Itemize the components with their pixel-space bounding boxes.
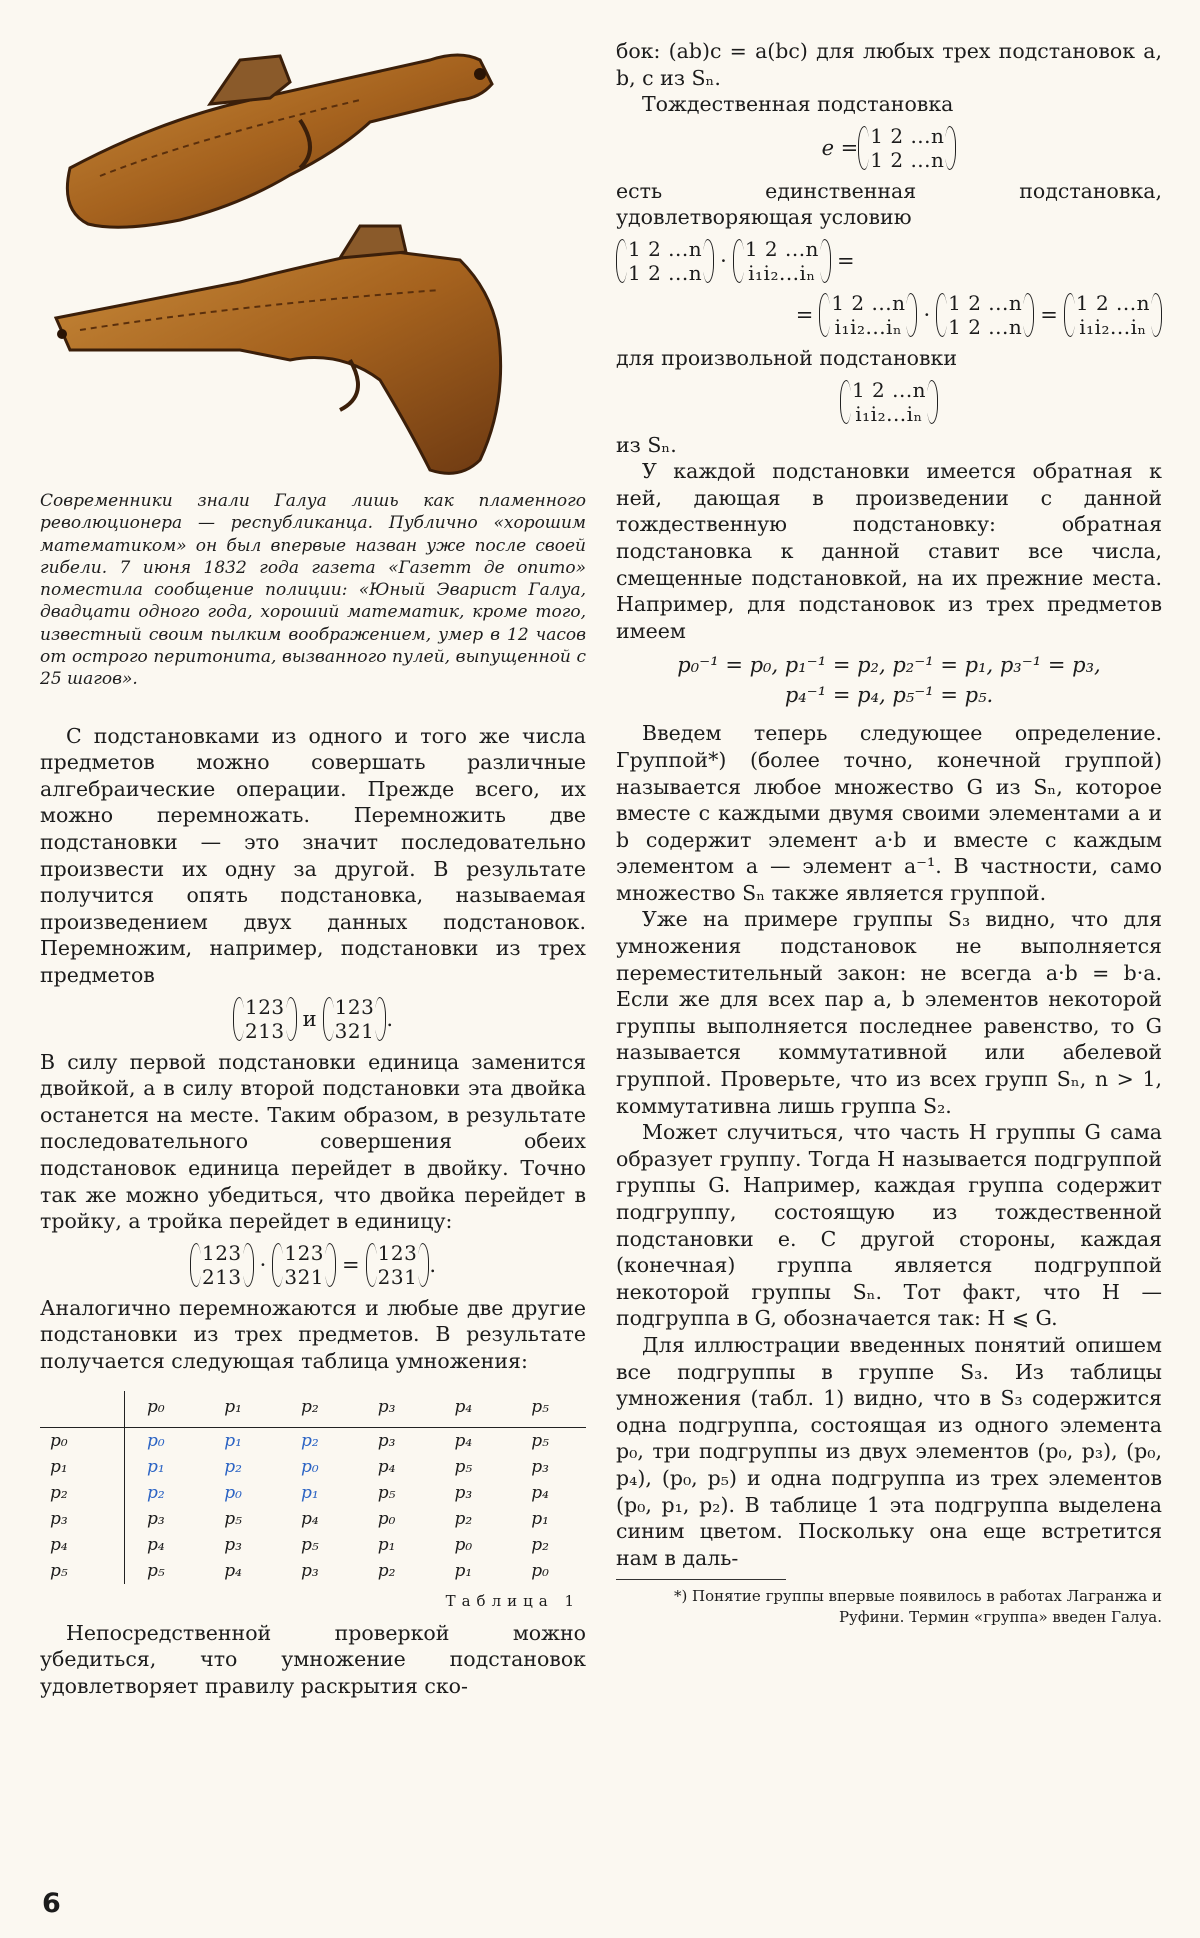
table-cell: p₁ [454, 1560, 473, 1581]
table-cell: p₅ [531, 1430, 549, 1451]
right-column [616, 38, 1162, 1628]
table-cell: p₅ [224, 1508, 242, 1529]
right-paragraph-10: Для иллюстрации введенных понятий опишем все подгруппы в группе S₃. Из таблицы умножения (табл. 1) видно, что в S₃ содержится одна подгруппа, состоящая из одного элемента p₀, три подгруппы из двух элементов (p₀, p₃), (p₀, p₄), (p₀, p₅) и одна подгруппа из трех элементов (p₀, p₁, p₂). В таблице 1 эта подгруппа выделена синим цветом. Поскольку она еще встретится нам в даль- [616, 1332, 1162, 1570]
table-header-cell: p₅ [509, 1391, 586, 1428]
multiplication-table [40, 1391, 586, 1584]
formula-identity: e = 1 2 ...n 1 2 ...n [616, 124, 1162, 172]
table-cell: p₀ [454, 1534, 473, 1555]
table-row-header: p₃ [40, 1506, 125, 1532]
table-cell: p₁ [531, 1508, 549, 1529]
table-cell: p₂ [224, 1456, 242, 1477]
right-paragraph-3: есть единственная подстановка, удовлетворяющая условию [616, 178, 1162, 230]
table-row-header: p₄ [40, 1532, 125, 1558]
table-header-cell: p₄ [432, 1391, 509, 1428]
formula-arbitrary: 1 2 ...n i₁i₂...iₙ [616, 378, 1162, 426]
table-cell: p₂ [454, 1508, 473, 1529]
table-cell: p₅ [147, 1560, 165, 1581]
left-paragraph-1: С подстановками из одного и того же числа предметов можно совершать различные алгебраические операции. Прежде всего, их можно перемножать. Перемножить две подстановки — это значит последовательно произвести их одну за другой. В результате получится опять подстановка, называемая произведением двух данных подстановок. Перемножим, например, подстановки из трех предметов [40, 723, 586, 988]
table-cell: p₃ [147, 1508, 165, 1529]
upper-pistol-icon [67, 55, 492, 227]
table-cell: p₁ [147, 1456, 165, 1477]
formula-condition-2: = 1 2 ...n i₁i₂...iₙ · 1 2 ...n 1 2 ...n = 1 2 ...n i₁i₂...iₙ [616, 291, 1162, 339]
table-header-cell: p₂ [279, 1391, 356, 1428]
formula-inverses-2: p₄⁻¹ = p₄, p₅⁻¹ = p₅. [784, 683, 994, 708]
table-row-header: p₅ [40, 1558, 125, 1584]
table-cell: p₂ [377, 1560, 396, 1581]
right-paragraph-4: для произвольной подстановки [616, 345, 958, 370]
right-paragraph-6: У каждой подстановки имеется обратная к ней, дающая в произведении с данной тождественную подстановку: обратная подстановка к данной ставит все числа, смещенные подстановкой, на их прежние места. Например, для подстановок из трех предметов имеем [616, 459, 1162, 643]
right-paragraph-2: Тождественная подстановка [642, 92, 954, 117]
table-cell: p₅ [300, 1534, 319, 1555]
table-header-cell: p₀ [125, 1391, 203, 1428]
table-cell: p₀ [377, 1508, 396, 1529]
table-header-cell: p₃ [356, 1391, 433, 1428]
table-row [40, 1532, 586, 1558]
formula-two-permutations: 123 213 и 123 321 . [40, 995, 586, 1043]
left-paragraph-2: В силу первой подстановки единица заменится двойкой, а в силу второй подстановки эта двойка останется на месте. Таким образом, в результате последовательного совершения обеих подстановок единица перейдет в двойку. Точно так же можно убедиться, что двойка перейдет в тройку, а тройка перейдет в единицу: [40, 1049, 586, 1234]
table-cell: p₀ [531, 1560, 549, 1581]
pistols-illustration [40, 0, 586, 490]
lower-pistol-icon [56, 226, 501, 473]
table-row [40, 1454, 586, 1480]
table-row-header: p₀ [40, 1427, 125, 1454]
table-cell: p₅ [454, 1456, 473, 1477]
footnote: *) Понятие группы впервые появилось в работах Лагранжа и Руфини. Термин «группа» введен Галуа. [673, 1587, 1162, 1627]
matrix-b: 123 321 [323, 995, 387, 1043]
table-cell: p₃ [377, 1430, 396, 1451]
table-cell: p₃ [300, 1560, 319, 1581]
table-row [40, 1506, 586, 1532]
table-cell: p₄ [531, 1482, 549, 1503]
left-paragraph-4: Непосредственной проверкой можно убедиться, что умножение подстановок удовлетворяет правилу раскрытия ско- [40, 1620, 586, 1698]
formula-product: 123 213 · 123 321 = 123 231 . [40, 1241, 586, 1289]
footnote-rule [616, 1579, 786, 1580]
image-caption: Современники знали Галуа лишь как пламенного революционера — республиканца. Публично «хорошим математиком» он был впервые назван уже после своей гибели. 7 июня 1832 года газета «Газетт де опито» поместила сообщение полиции: «Юный Эварист Галуа, двадцати одного года, хороший математик, кроме того, известный своим пылким воображением, умер в 12 часов от острого перитонита, вызванного пулей, выпущенной с 25 шагов». [40, 491, 586, 690]
right-paragraph-5: из Sₙ. [616, 432, 677, 457]
table-row [40, 1427, 586, 1454]
table-label: Таблица 1 [445, 1591, 580, 1610]
matrix-a: 123 213 [233, 995, 297, 1043]
left-column [40, 0, 586, 1699]
table-cell: p₅ [377, 1482, 396, 1503]
table-cell: p₁ [224, 1430, 242, 1451]
table-row [40, 1480, 586, 1506]
table-row-header: p₁ [40, 1454, 125, 1480]
right-paragraph-7: Введем теперь следующее определение. Группой*) (более точно, конечной группой) называется любое множество G из Sₙ, которое вместе с каждыми двумя своими элементами a и b содержит элемент a·b и вместе с каждым элементом a — элемент a⁻¹. В частности, само множество Sₙ также является группой. [616, 721, 1162, 905]
table-cell: p₂ [531, 1534, 549, 1555]
table-row-header: p₂ [40, 1480, 125, 1506]
table-header-cell [40, 1391, 125, 1428]
table-row [40, 1558, 586, 1584]
table-header-cell: p₁ [202, 1391, 279, 1428]
table-cell: p₄ [377, 1456, 396, 1477]
table-cell: p₄ [147, 1534, 165, 1555]
formula-inverses-1: p₀⁻¹ = p₀, p₁⁻¹ = p₂, p₂⁻¹ = p₁, p₃⁻¹ = p₃, [677, 653, 1101, 678]
table-cell: p₄ [224, 1560, 242, 1581]
right-paragraph-9: Может случиться, что часть H группы G сама образует группу. Тогда H называется подгруппой группы G. Например, каждая группа содержит подгруппу, состоящую из тождественной подстановки e. С другой стороны, каждая (конечная) группа является подгруппой некоторой группы Sₙ. Тот факт, что H — подгруппа в G, обозначается так: H ⩽ G. [616, 1120, 1162, 1331]
page-number: 6 [42, 1888, 61, 1919]
table-cell: p₀ [147, 1430, 165, 1451]
table-cell: p₄ [454, 1430, 473, 1451]
formula-condition-1: 1 2 ...n 1 2 ...n · 1 2 ...n i₁i₂...iₙ = [616, 237, 1162, 285]
table-cell: p₄ [300, 1508, 319, 1529]
left-paragraph-3: Аналогично перемножаются и любые две другие подстановки из трех предметов. В результате получается следующая таблица умножения: [40, 1295, 586, 1373]
right-paragraph-1: бок: (ab)c = a(bc) для любых трех подстановок a, b, c из Sₙ. [616, 39, 1162, 90]
table-cell: p₀ [300, 1456, 319, 1477]
table-cell: p₂ [300, 1430, 319, 1451]
table-cell: p₂ [147, 1482, 165, 1503]
table-cell: p₃ [224, 1534, 242, 1555]
table-cell: p₁ [377, 1534, 396, 1555]
table-cell: p₃ [454, 1482, 473, 1503]
table-cell: p₁ [300, 1482, 319, 1503]
table-cell: p₀ [224, 1482, 242, 1503]
right-paragraph-8: Уже на примере группы S₃ видно, что для умножения подстановок не выполняется переместительный закон: не всегда a·b = b·a. Если же для всех пар a, b элементов некоторой группы выполняется последнее равенство, то G называется коммутативной или абелевой группой. Проверьте, что из всех групп Sₙ, n > 1, коммутативна лишь группа S₂. [616, 907, 1162, 1118]
table-cell: p₃ [531, 1456, 549, 1477]
